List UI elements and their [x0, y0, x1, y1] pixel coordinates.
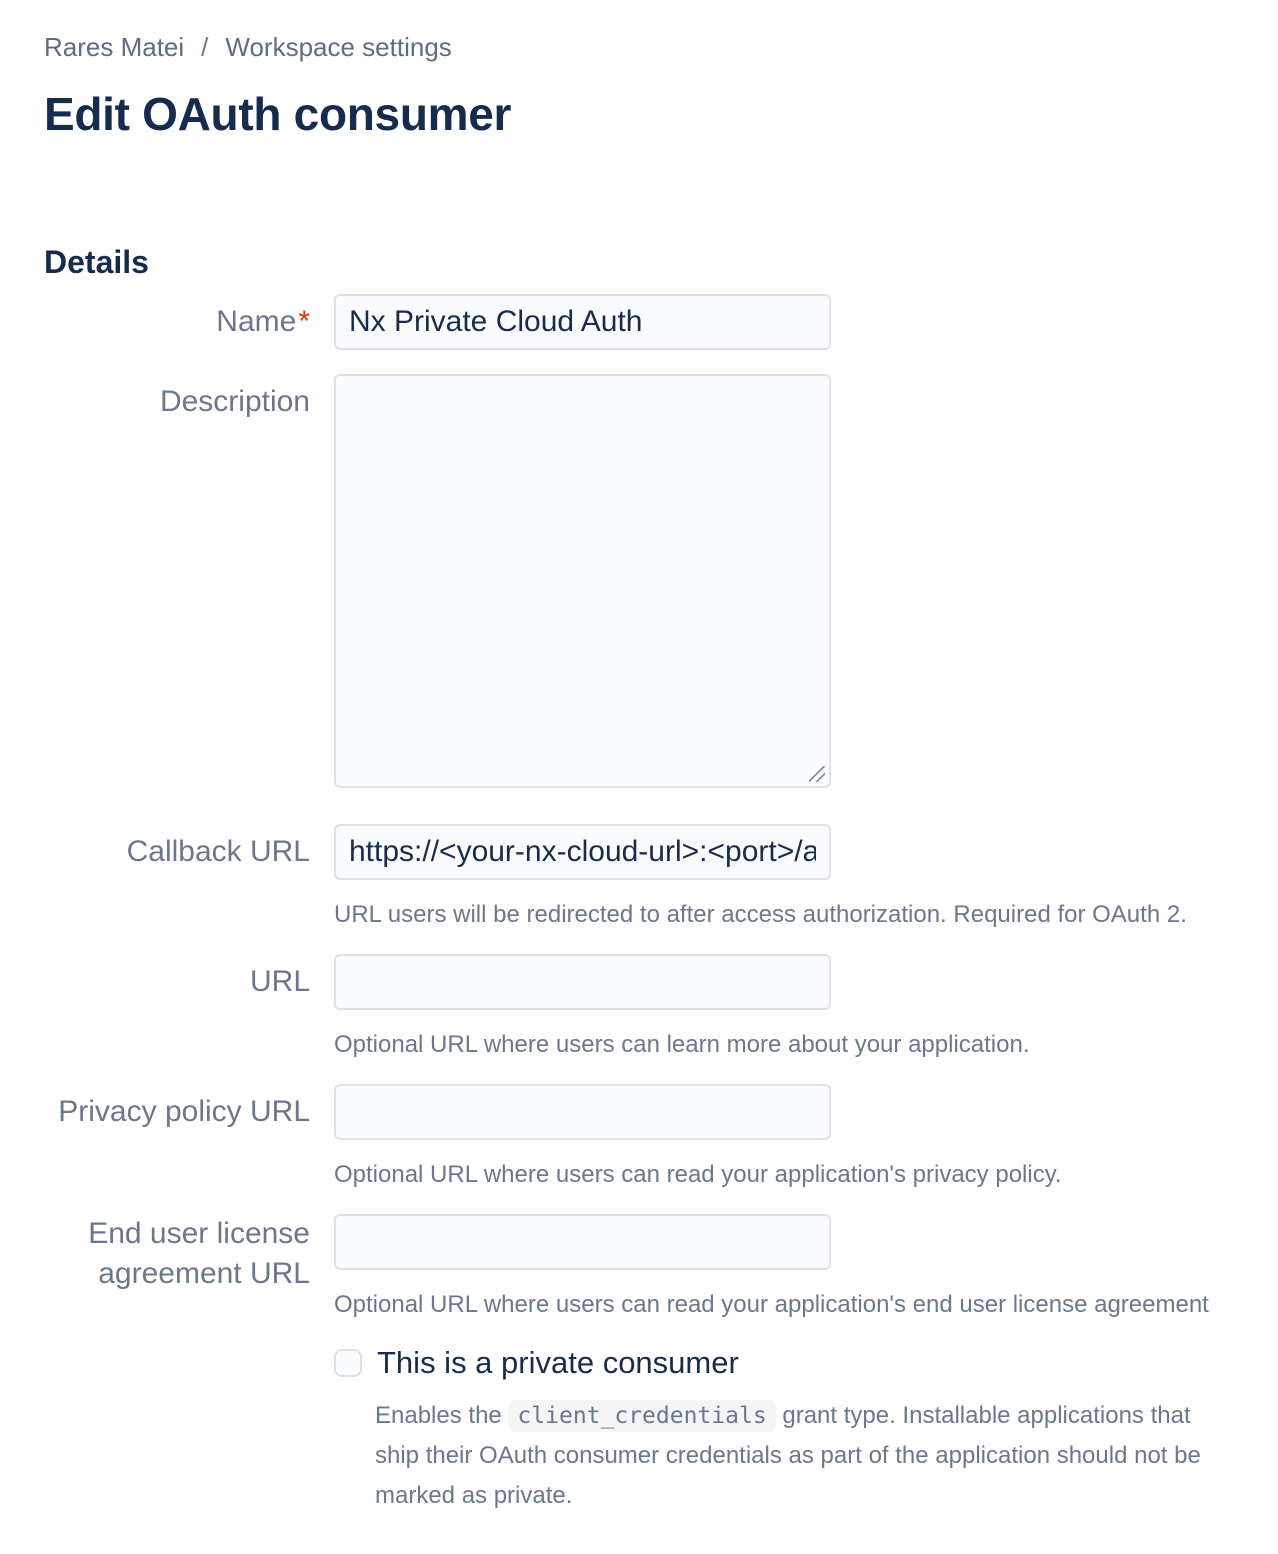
- breadcrumb-workspace-link[interactable]: Rares Matei: [44, 32, 185, 62]
- privacy-policy-url-help-text: Optional URL where users can read your application's privacy policy.: [334, 1161, 1062, 1188]
- callback-url-help-text: URL users will be redirected to after access authorization. Required for OAuth 2.: [334, 901, 1187, 928]
- eula-url-field: [334, 1214, 1258, 1320]
- form-row-eula-url: [44, 1214, 1258, 1320]
- privacy-policy-url-label: [44, 1084, 310, 1140]
- page-title: Edit OAuth consumer: [44, 88, 512, 140]
- name-input[interactable]: [334, 294, 831, 350]
- resize-handle-icon[interactable]: [809, 766, 825, 782]
- callback-url-input[interactable]: [334, 824, 831, 880]
- client-credentials-code-chip: client_credentials: [508, 1400, 775, 1432]
- eula-url-label-text: End user license agreement URL: [88, 1217, 310, 1290]
- url-help-text: Optional URL where users can learn more about your application.: [334, 1031, 1030, 1058]
- breadcrumb-workspace-settings-link[interactable]: Workspace settings: [225, 32, 452, 62]
- eula-url-help-text: Optional URL where users can read your application's end user license agreement: [334, 1291, 1209, 1318]
- url-field: [334, 954, 1258, 1060]
- form-row-callback-url: [44, 824, 1258, 930]
- callback-url-label: [44, 824, 310, 880]
- private-consumer-checkbox[interactable]: [334, 1349, 362, 1377]
- name-label: [44, 294, 310, 350]
- url-label: [44, 954, 310, 1010]
- private-help-prefix: Enables the: [375, 1402, 509, 1429]
- private-consumer-help-text: [375, 1396, 1210, 1516]
- private-consumer-label[interactable]: This is a private consumer: [377, 1345, 739, 1380]
- required-asterisk: *: [298, 305, 310, 338]
- description-label-text: Description: [159, 385, 310, 418]
- privacy-policy-url-label-text: Privacy policy URL: [58, 1095, 310, 1128]
- breadcrumb: [44, 30, 1258, 64]
- form-row-privacy-policy-url: [44, 1084, 1258, 1190]
- details-section-heading: Details: [44, 244, 149, 280]
- form-row-description: [44, 374, 1258, 788]
- form-row-name: [44, 294, 1258, 350]
- description-label: [44, 374, 310, 422]
- eula-url-input[interactable]: [334, 1214, 831, 1270]
- url-input[interactable]: [334, 954, 831, 1010]
- callback-url-field: [334, 824, 1258, 930]
- oauth-consumer-form: [44, 294, 1258, 1516]
- name-field: [334, 294, 1258, 350]
- eula-url-label: [44, 1214, 310, 1294]
- url-label-text: URL: [249, 965, 310, 998]
- privacy-policy-url-input[interactable]: [334, 1084, 831, 1140]
- privacy-policy-url-field: [334, 1084, 1258, 1190]
- private-consumer-row: [334, 1344, 1258, 1382]
- description-field: [334, 374, 1258, 788]
- name-label-text: Name: [216, 305, 297, 338]
- private-help-suffix: grant type. Installable applications that ship their OAuth consumer credentials as part of the application should not be marked as private.: [375, 1402, 1201, 1509]
- description-textarea[interactable]: [334, 374, 831, 788]
- callback-url-label-text: Callback URL: [126, 835, 310, 868]
- form-row-url: [44, 954, 1258, 1060]
- breadcrumb-separator: /: [201, 32, 209, 62]
